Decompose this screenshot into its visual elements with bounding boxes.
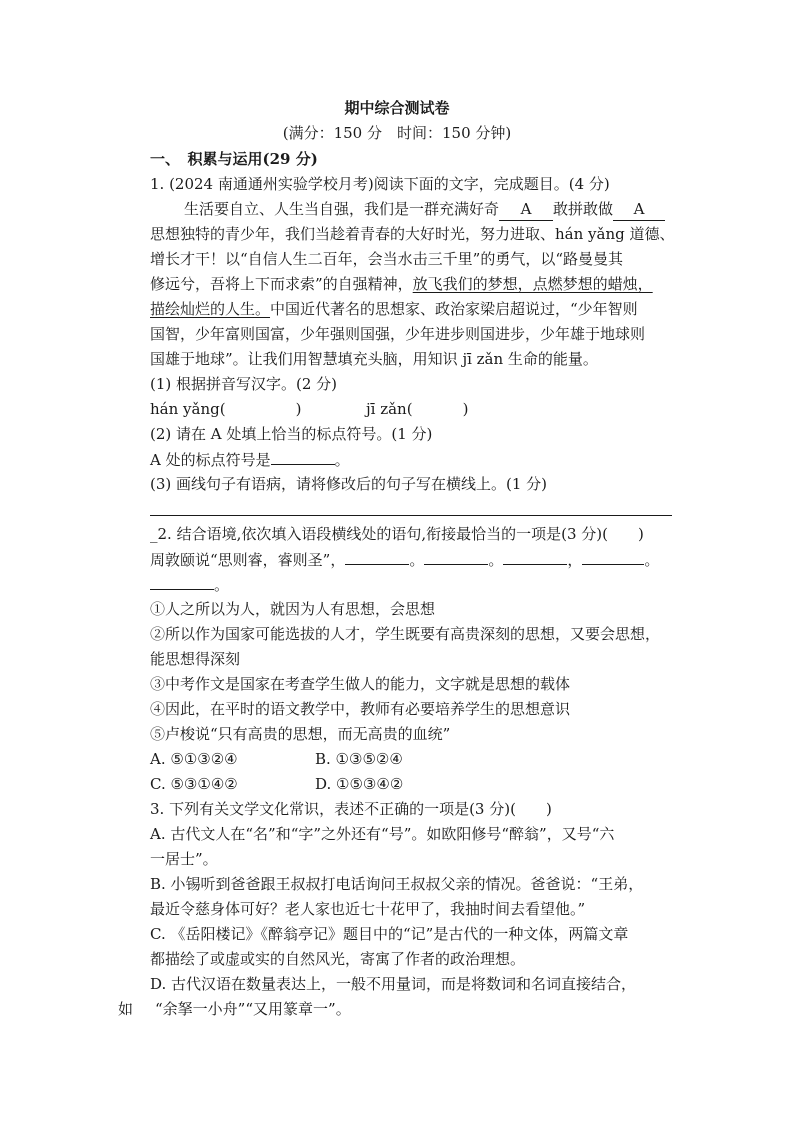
q2-sep: ， [567,551,583,569]
q2-choice-a[interactable]: A. ⑤①③②④ [150,750,238,768]
q3-d-prefix: 如 [118,1000,134,1018]
q3-choice-d-cont [118,998,351,1020]
q3-choice-d[interactable]: D. 古代汉语在数量表达上，一般不用量词，而是将数词和名词直接结合， [150,975,637,993]
q2-choice-c[interactable]: C. ⑤③①④② [150,775,238,793]
q2-option-2-cont: 能思想得深刻 [150,650,241,668]
passage-text: 生活要自立、人生当自强，我们是一群充满好奇 [184,200,500,218]
q2-end: 。 [214,576,230,594]
q1-pinyin-row-2 [366,398,468,420]
page-title: 期中综合测试卷 [344,99,450,117]
q2-option-5: ⑤卢梭说“只有高贵的思想，而无高贵的血统” [150,725,451,743]
blank-a-1[interactable]: A [499,198,553,221]
q2-option-4: ④因此，在平时的语文教学中，教师有必要培养学生的思想意识 [150,700,571,718]
q1-passage-line4 [150,273,653,295]
page-subtitle: (满分：150 分 时间：150 分钟) [282,124,512,142]
underlined-sentence: 放飞我们的梦想，点燃梦想的蜡烛， [412,275,653,293]
passage-text: 敢拼敢做 [553,200,614,218]
q1-sub3: (3) 画线句子有语病，请将修改后的句子写在横线上。(1 分) [150,475,548,493]
q1-passage-line3: 增长才干！以“自信人生二百年，会当水击三千里”的勇气，以“路曼曼其 [150,250,624,268]
q3-choice-a[interactable]: A. 古代文人在“名”和“字”之外还有“号”。如欧阳修号“醉翁”，又号“六 [150,825,615,843]
pinyin-2-close: ) [462,400,469,418]
q3-choice-b[interactable]: B. 小锡听到爸爸跟王叔叔打电话询问王叔叔父亲的情况。爸爸说：“王弟， [150,875,644,893]
q2-blank-4[interactable] [582,548,644,565]
q2-choice-d[interactable]: D. ①⑤③④② [315,775,404,793]
passage-text: 修远兮，吾将上下而求索”的自强精神， [150,275,413,293]
q2-blank-2[interactable] [424,548,488,565]
section-heading: 一、 积累与运用(29 分) [150,150,318,168]
q3-choice-c-cont: 都描绘了或虚或实的自然风光，寄寓了作者的政治理想。 [150,950,526,968]
pinyin-2: jī zǎn( [366,400,413,418]
answer-line[interactable] [150,515,672,516]
sub2-prompt: A 处的标点符号是 [150,451,271,469]
q1-sub2-answer [150,448,350,471]
q1-pinyin-row [150,398,301,420]
q2-blank-5[interactable] [150,573,214,590]
q3-d-examples: “余拏一小舟”“又用篆章一”。 [155,1000,351,1018]
passage-text: 中国近代著名的思想家、政治家梁启超说过，“少年智则 [270,300,638,318]
q2-sep: 。 [409,551,425,569]
q2-stem: _2. 结合语境,依次填入语段横线处的语句,衔接最恰当的一项是(3 分)( ) [150,525,644,543]
q1-stem: 1. (2024 南通通州实验学校月考)阅读下面的文字，完成题目。(4 分) [150,175,610,193]
q1-passage-line7: 国雄于地球”。让我们用智慧填充头脑，用知识 jī zǎn 生命的能量。 [150,350,598,368]
q1-passage-line6: 国智，少年富则国富，少年强则国强，少年进步则国进步，少年雄于地球则 [150,325,646,343]
q3-choice-b-cont: 最近令慈身体可好？老人家也近七十花甲了，我抽时间去看望他。” [150,900,586,918]
underlined-sentence: 描绘灿烂的人生。 [150,300,271,318]
q2-context-line2 [150,573,229,596]
q2-option-3: ③中考作文是国家在考查学生做人的能力，文字就是思想的载体 [150,675,571,693]
q1-passage-line1 [184,198,665,221]
q2-option-2: ②所以作为国家可能选拔的人才，学生既要有高贵深刻的思想，又要会思想， [150,625,661,643]
sub2-end: 。 [334,451,350,469]
q2-sep: 。 [644,551,660,569]
q2-context-line1 [150,548,659,571]
pinyin-1: hán yǎng( [150,400,226,418]
q3-stem: 3. 下列有关文学文化常识，表述不正确的一项是(3 分)( ) [150,800,552,818]
q2-context-text: 周敦颐说“思则睿，睿则圣”， [150,551,346,569]
q2-choice-b[interactable]: B. ①③⑤②④ [315,750,403,768]
q2-blank-1[interactable] [345,548,409,565]
q3-choice-a-cont: 一居士”。 [150,850,218,868]
q1-sub2: (2) 请在 A 处填上恰当的标点符号。(1 分) [150,425,433,443]
q2-blank-3[interactable] [503,548,567,565]
pinyin-1-close: ) [295,400,302,418]
q1-passage-line2: 思想独特的青少年，我们当趁着青春的大好时光，努力进取、hán yǎng 道德、 [150,225,675,243]
q3-choice-c[interactable]: C. 《岳阳楼记》《醉翁亭记》题目中的“记”是古代的一种文体，两篇文章 [150,925,629,943]
q1-passage-line5 [150,298,638,320]
q1-sub1: (1) 根据拼音写汉字。(2 分) [150,375,338,393]
blank-a-2[interactable]: A [613,198,665,221]
q2-sep: 。 [488,551,504,569]
punctuation-blank[interactable] [271,448,335,465]
q2-option-1: ①人之所以为人，就因为人有思想，会思想 [150,600,436,618]
